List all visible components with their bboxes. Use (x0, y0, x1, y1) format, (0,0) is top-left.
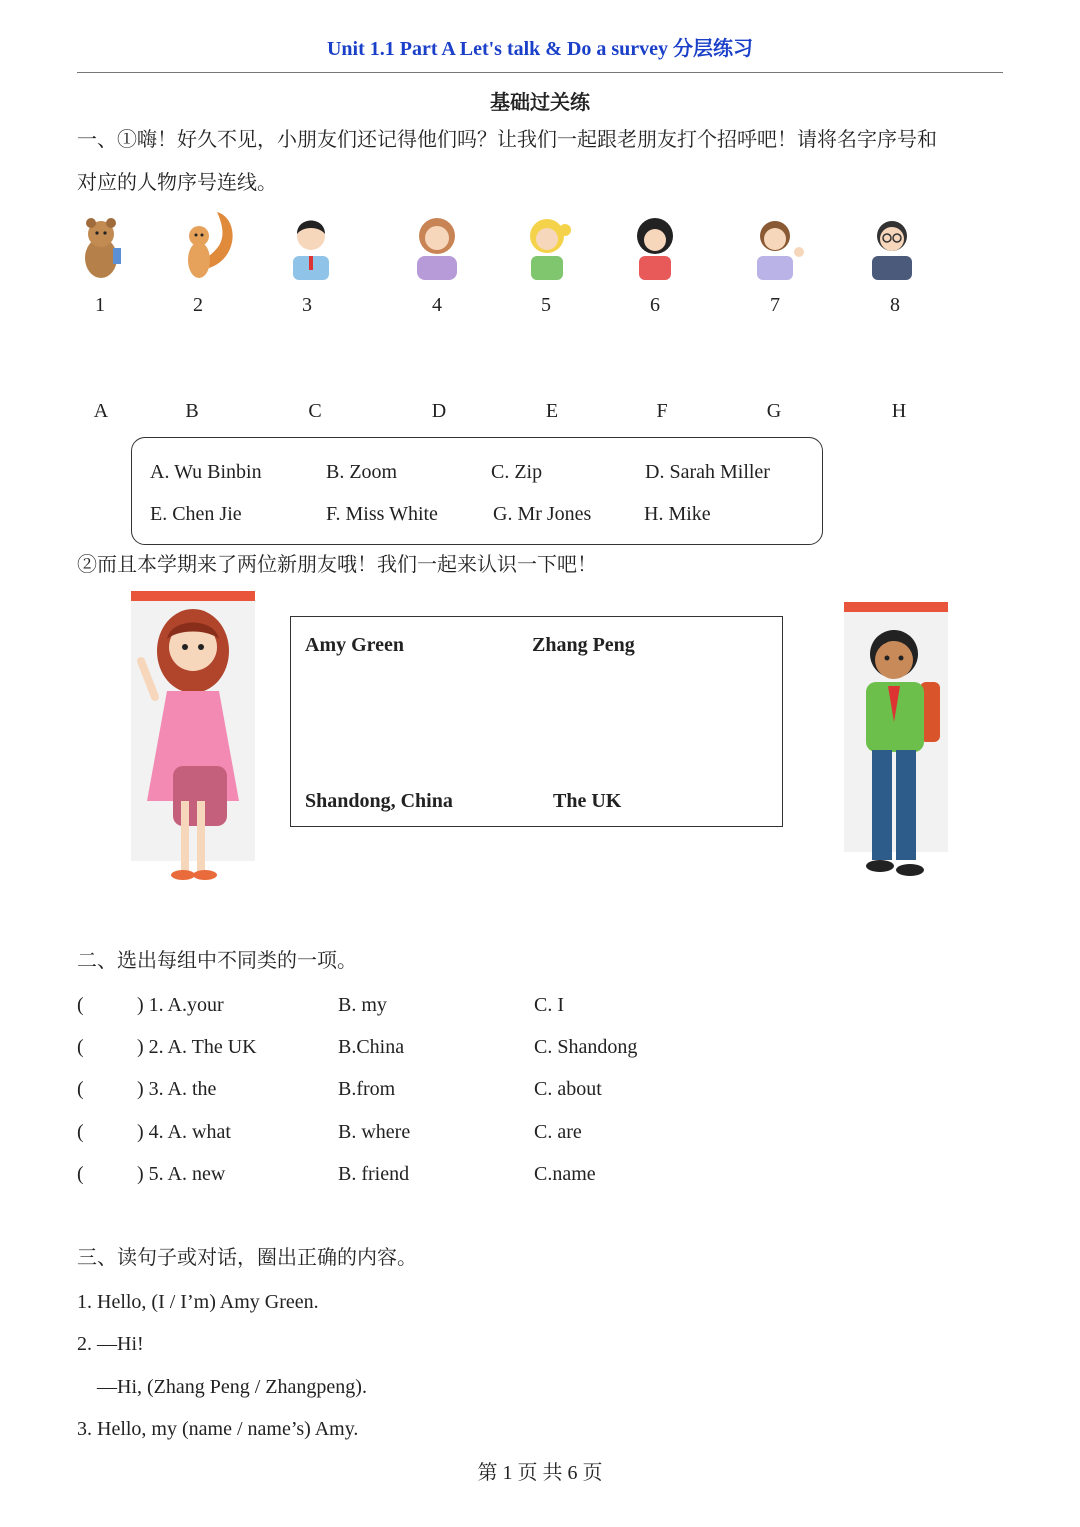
title-divider (77, 72, 1003, 73)
page-footer: 第 1 页 共 6 页 (477, 1462, 603, 1484)
picture-number: 8 (890, 294, 900, 316)
picture-number: 1 (95, 294, 105, 316)
section2-instruction: 二、选出每组中不同类的一项。 (77, 950, 357, 972)
option-b-3: B.from (338, 1078, 396, 1100)
option-c-4: C. are (534, 1121, 582, 1143)
question-4: ) 4. A. what (137, 1121, 231, 1143)
boy-mike-picture (757, 221, 804, 280)
question-2: ) 2. A. The UK (137, 1036, 257, 1058)
match-letter: F (656, 400, 668, 422)
option-c-2: C. Shandong (534, 1036, 638, 1058)
name-option: H. Mike (644, 503, 711, 525)
man-glasses-picture (872, 221, 912, 280)
part2-instruction: ②而且本学期来了两位新朋友哦！我们一起来认识一下吧！ (77, 554, 597, 576)
option-c-1: C. I (534, 994, 564, 1016)
match-letter: E (545, 400, 559, 422)
page-title: Unit 1.1 Part A Let's talk & Do a survey 分层练习 (326, 38, 754, 60)
section1-instruction-line1: 一、①嗨！好久不见，小朋友们还记得他们吗？让我们一起跟老朋友打个招呼吧！请将名字序号和 (77, 129, 937, 151)
name-option: D. Sarah Miller (645, 461, 770, 483)
question-1: ) 1. A.your (137, 994, 224, 1016)
zhang-peng-picture (844, 602, 949, 892)
match-letter: D (431, 400, 447, 422)
box-name-zhang: Zhang Peng (532, 634, 635, 656)
question-5: ) 5. A. new (137, 1163, 226, 1185)
sentence-2-reply: —Hi, (Zhang Peng / Zhangpeng). (97, 1376, 367, 1398)
name-option: A. Wu Binbin (150, 461, 262, 483)
match-letter: A (93, 400, 109, 422)
picture-number: 6 (650, 294, 660, 316)
match-letter: H (891, 400, 907, 422)
option-b-2: B.China (338, 1036, 405, 1058)
box-name-amy: Amy Green (305, 634, 405, 656)
match-letter: C (308, 400, 322, 422)
amy-picture (131, 591, 256, 891)
character-pictures (77, 208, 957, 288)
question-3: ) 3. A. the (137, 1078, 217, 1100)
squirrel-picture (188, 212, 233, 278)
picture-number: 7 (770, 294, 780, 316)
match-letter: B (185, 400, 199, 422)
option-c-5: C.name (534, 1163, 596, 1185)
match-letter: G (766, 400, 782, 422)
name-option: B. Zoom (326, 461, 398, 483)
picture-number: 4 (432, 294, 442, 316)
sentence-1: 1. Hello, (I / I’m) Amy Green. (77, 1291, 319, 1313)
picture-number: 2 (193, 294, 203, 316)
answer-paren: ( (77, 1036, 84, 1058)
answer-paren: ( (77, 1163, 84, 1185)
box-place-shandong: Shandong, China (305, 790, 453, 812)
girl-blonde-picture (530, 219, 571, 280)
name-option: C. Zip (491, 461, 543, 483)
names-box (131, 437, 823, 545)
section1-instruction-line2: 对应的人物序号连线。 (77, 172, 277, 194)
section-subtitle: 基础过关练 (490, 92, 590, 114)
girl-chen-picture (637, 218, 673, 280)
name-option: E. Chen Jie (150, 503, 242, 525)
box-place-uk: The UK (553, 790, 622, 812)
answer-paren: ( (77, 1121, 84, 1143)
picture-number: 3 (302, 294, 312, 316)
name-option: F. Miss White (326, 503, 438, 525)
answer-paren: ( (77, 994, 84, 1016)
name-option: G. Mr Jones (493, 503, 592, 525)
section3-instruction: 三、读句子或对话，圈出正确的内容。 (77, 1247, 417, 1269)
boy-wu-picture (293, 221, 329, 281)
picture-number: 5 (541, 294, 551, 316)
teacher-woman-picture (417, 218, 457, 280)
answer-paren: ( (77, 1078, 84, 1100)
bear-picture (85, 218, 121, 278)
option-b-4: B. where (338, 1121, 411, 1143)
option-c-3: C. about (534, 1078, 602, 1100)
sentence-2: 2. —Hi! (77, 1333, 144, 1355)
option-b-5: B. friend (338, 1163, 410, 1185)
option-b-1: B. my (338, 994, 387, 1016)
sentence-3: 3. Hello, my (name / name’s) Amy. (77, 1418, 359, 1440)
